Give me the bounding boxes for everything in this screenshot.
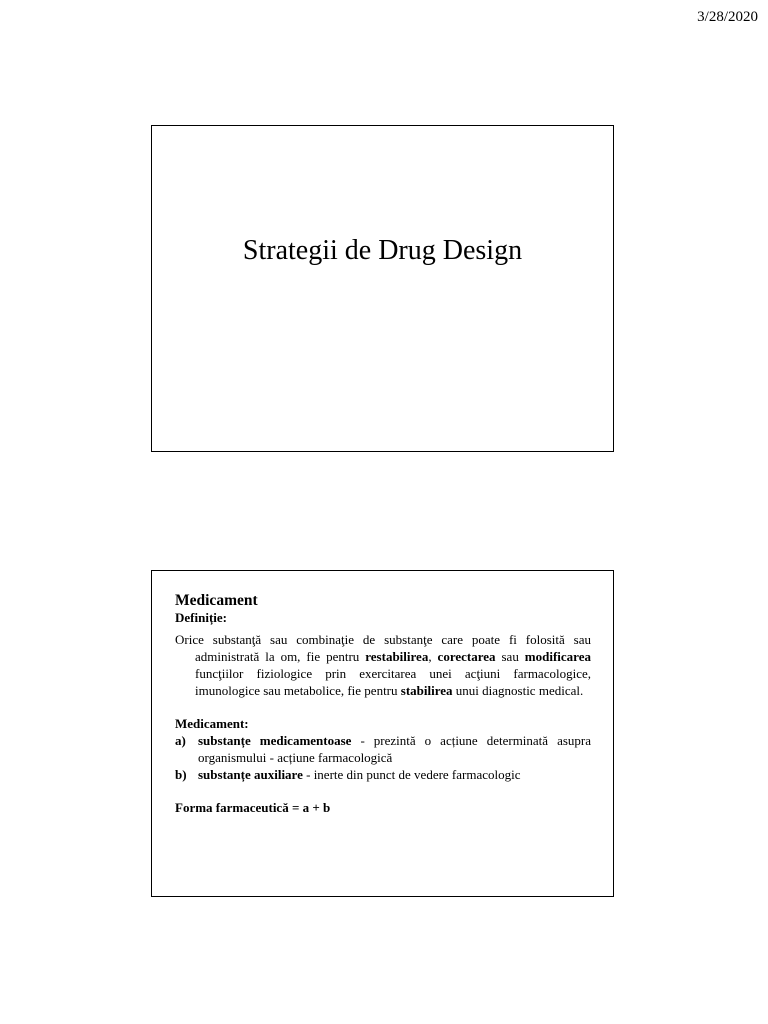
list-item-text [198, 732, 591, 766]
definition-bold-stabilirea: stabilirea [400, 683, 453, 698]
definition-label: Definiție: [175, 610, 227, 625]
slide-title-card [151, 125, 614, 452]
definition-text-5: unui diagnostic medical. [452, 683, 584, 698]
definition-text-4: funcţiilor fiziologice prin exercitarea unei acţiuni farmacologice, imunologice sau metabolice, fie pentru [195, 666, 591, 698]
list-item-description: - inerte din punct de vedere farmacologic [302, 767, 521, 782]
definition-bold-restabilirea: restabilirea [365, 649, 429, 664]
definition-text-2: , [428, 649, 438, 664]
definition-bold-modificarea: modificarea [524, 649, 591, 664]
slide-heading: Medicament [175, 592, 258, 609]
definition-paragraph [175, 631, 591, 699]
definition-text-1: Orice substanţă sau combinaţie de substanţe care poate fi folosită sau administrată la om, fie pentru [175, 632, 591, 664]
list-marker: b) [175, 767, 187, 782]
component-list [175, 732, 591, 783]
page-date: 3/28/2020 [697, 9, 758, 25]
list-item [175, 732, 591, 766]
list-marker: a) [175, 733, 186, 748]
list-item-text [198, 766, 591, 783]
slide-content [175, 592, 591, 816]
list-item-term: substanțe auxiliare [198, 767, 303, 782]
slide-medicament-card [151, 570, 614, 897]
medicament-label: Medicament: [175, 716, 249, 731]
definition-text-3: sau [495, 649, 525, 664]
formula-text: Forma farmaceutică = a + b [175, 800, 331, 815]
definition-bold-corectarea: corectarea [437, 649, 496, 664]
list-item [175, 766, 591, 783]
list-item-description: - prezintă o acțiune determinată asupra organismului - acțiune farmacologică [198, 733, 592, 765]
slide-title: Strategii de Drug Design [242, 235, 523, 266]
list-item-term: substanțe medicamentoase [198, 733, 352, 748]
